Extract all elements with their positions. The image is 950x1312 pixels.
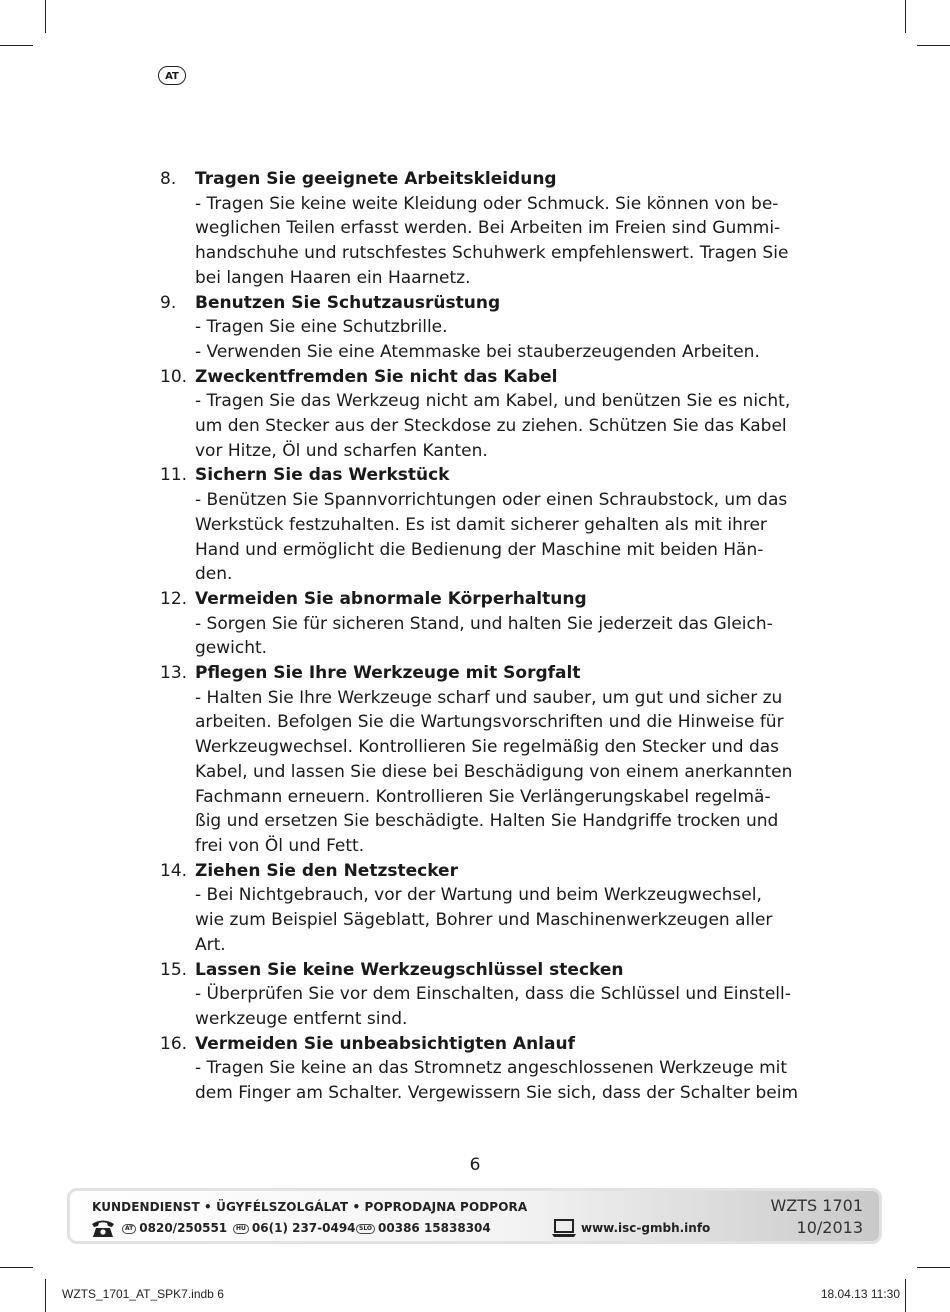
item-text-line: wie zum Beispiel Sägeblatt, Bohrer und Maschinenwerkzeugen aller [195, 910, 773, 931]
list-item [160, 291, 800, 365]
item-text-line: Art. [195, 934, 226, 955]
item-text-line: Kabel, und lassen Sie diese bei Beschädigung von einem anerkannten [195, 761, 793, 782]
crop-mark [917, 1267, 950, 1268]
website-link[interactable]: www.isc-gmbh.info [581, 1221, 711, 1235]
item-body [195, 958, 800, 1032]
item-heading: Pflegen Sie Ihre Werkzeuge mit Sorgfalt [195, 663, 581, 684]
print-slug-file: WZTS_1701_AT_SPK7.indb 6 [62, 1287, 224, 1301]
item-text-line: gewicht. [195, 638, 268, 659]
item-number: 10. [160, 366, 188, 387]
crop-mark [0, 1267, 33, 1268]
crop-mark [0, 45, 33, 46]
item-number: 15. [160, 959, 188, 980]
list-item [160, 463, 800, 587]
page-number: 6 [469, 1155, 481, 1175]
item-body [195, 463, 800, 587]
list-item [160, 365, 800, 464]
item-text-line: um den Stecker aus der Steckdose zu ziehen. Schützen Sie das Kabel [195, 416, 787, 437]
item-number: 16. [160, 1033, 188, 1054]
item-text-line: - Verwenden Sie eine Atemmaske bei stauberzeugenden Arbeiten. [195, 341, 760, 362]
crop-mark [45, 0, 46, 33]
item-text-line: - Halten Sie Ihre Werkzeuge scharf und sauber, um gut und sicher zu [195, 687, 783, 708]
item-body [195, 661, 800, 859]
contact-slo [356, 1221, 491, 1235]
country-badge-at: AT [122, 1224, 136, 1234]
item-number: 13. [160, 663, 188, 684]
footer-title: KUNDENDIENST • ÜGYFÉLSZOLGÁLAT • POPRODAJNA PODPORA [92, 1200, 528, 1214]
phone-slo[interactable]: 00386 15838304 [378, 1221, 491, 1235]
item-body [195, 167, 800, 291]
item-body [195, 291, 800, 365]
phone-at[interactable]: 0820/250551 [139, 1221, 228, 1235]
telephone-icon [90, 1218, 116, 1238]
list-item [160, 859, 800, 958]
country-badge-hu: HU [233, 1224, 249, 1234]
item-heading: Zweckentfremden Sie nicht das Kabel [195, 366, 558, 387]
item-text-line: - Tragen Sie keine weite Kleidung oder Schmuck. Sie können von be- [195, 193, 779, 214]
item-text-line: - Tragen Sie eine Schutzbrille. [195, 317, 448, 338]
country-badge-slo: SLO [356, 1224, 375, 1234]
item-number: 8. [160, 169, 177, 189]
item-text-line: - Überprüfen Sie vor dem Einschalten, dass die Schlüssel und Einstell- [195, 984, 791, 1005]
contact-at [122, 1221, 227, 1235]
item-text-line: - Benützen Sie Spannvorrichtungen oder einen Schraubstock, um das [195, 490, 788, 511]
crop-mark [905, 0, 906, 33]
item-text-line: - Tragen Sie keine an das Stromnetz angeschlossenen Werkzeuge mit [195, 1058, 788, 1079]
item-number: 9. [160, 292, 177, 313]
crop-mark [905, 1279, 906, 1312]
item-text-line: Werkzeugwechsel. Kontrollieren Sie regelmäßig den Stecker und das [195, 737, 780, 758]
list-item [160, 587, 800, 661]
item-text-line: Hand und ermöglicht die Bedienung der Maschine mit beiden Hän- [195, 539, 764, 560]
item-text-line: Werkstück festzuhalten. Es ist damit sicherer gehalten als mit ihrer [195, 514, 767, 535]
item-text-line: werkzeuge entfernt sind. [195, 1008, 408, 1029]
safety-instructions-list [160, 167, 800, 1106]
item-heading: Tragen Sie geeignete Arbeitskleidung [195, 169, 557, 189]
item-text-line: - Tragen Sie das Werkzeug nicht am Kabel, und benützen Sie es nicht, [195, 391, 791, 412]
model-number: WZTS 1701 [770, 1196, 863, 1215]
item-heading: Vermeiden Sie unbeabsichtigten Anlauf [195, 1033, 575, 1054]
item-text-line: handschuhe und rutschfestes Schuhwerk empfehlenswert. Tragen Sie [195, 243, 789, 264]
item-body [195, 1032, 800, 1106]
edition-date: 10/2013 [796, 1218, 863, 1237]
item-heading: Vermeiden Sie abnormale Körperhaltung [195, 588, 587, 609]
item-heading: Ziehen Sie den Netzstecker [195, 860, 458, 881]
item-body [195, 859, 800, 958]
item-body [195, 587, 800, 661]
item-number: 11. [160, 465, 188, 486]
item-text-line: Fachmann erneuern. Kontrollieren Sie Verlängerungskabel regelmä- [195, 786, 771, 807]
contact-hu [233, 1221, 356, 1235]
item-text-line: dem Finger am Schalter. Vergewissern Sie sich, dass der Schalter beim [195, 1083, 799, 1104]
list-item [160, 958, 800, 1032]
item-number: 14. [160, 860, 188, 881]
item-text-line: arbeiten. Befolgen Sie die Wartungsvorschriften und die Hinweise für [195, 712, 784, 733]
list-item [160, 167, 800, 291]
service-footer [67, 1188, 882, 1244]
item-text-line: den. [195, 564, 233, 585]
item-heading: Sichern Sie das Werkstück [195, 465, 450, 486]
item-text-line: frei von Öl und Fett. [195, 835, 365, 856]
item-body [195, 365, 800, 464]
laptop-icon [551, 1218, 577, 1238]
item-heading: Benutzen Sie Schutzausrüstung [195, 292, 501, 313]
list-item [160, 1032, 800, 1106]
item-text-line: weglichen Teilen erfasst werden. Bei Arbeiten im Freien sind Gummi- [195, 218, 781, 239]
item-text-line: bei langen Haaren ein Haarnetz. [195, 267, 471, 288]
list-item [160, 661, 800, 859]
phone-hu[interactable]: 06(1) 237-0494 [251, 1221, 356, 1235]
item-heading: Lassen Sie keine Werkzeugschlüssel stecken [195, 959, 624, 980]
crop-mark [45, 1279, 46, 1312]
item-number: 12. [160, 588, 188, 609]
item-text-line: - Bei Nichtgebrauch, vor der Wartung und beim Werkzeugwechsel, [195, 885, 762, 906]
country-badge: AT [158, 66, 186, 85]
crop-mark [917, 45, 950, 46]
item-text-line: ßig und ersetzen Sie beschädigte. Halten Sie Handgriffe trocken und [195, 811, 779, 832]
item-text-line: - Sorgen Sie für sicheren Stand, und halten Sie jederzeit das Gleich- [195, 613, 773, 634]
item-text-line: vor Hitze, Öl und scharfen Kanten. [195, 440, 488, 461]
print-slug-timestamp: 18.04.13 11:30 [820, 1287, 900, 1301]
